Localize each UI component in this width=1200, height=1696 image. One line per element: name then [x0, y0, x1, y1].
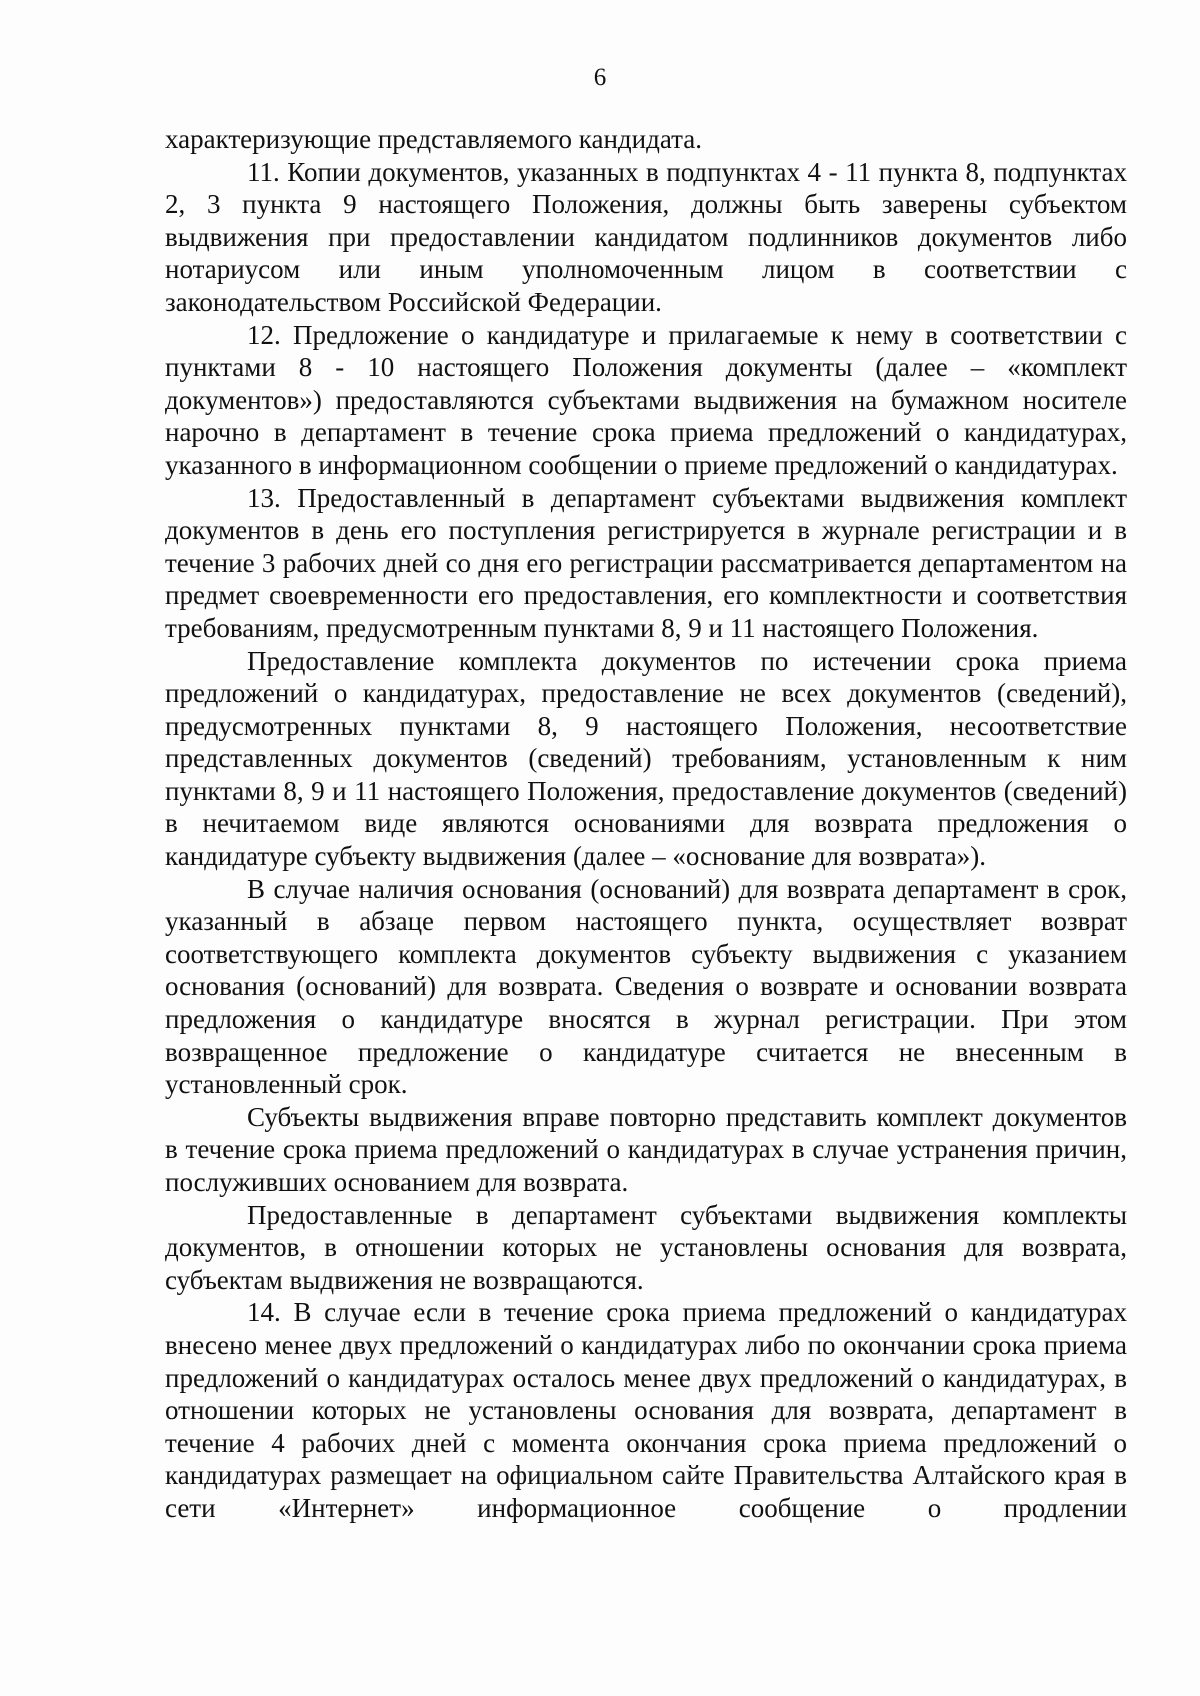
paragraph-item-12: 12. Предложение о кандидатуре и прилагаемые к нему в соответствии с пунктами 8 - 10 настоящего Положения документы (далее – «комплект документов») предоставляются субъектами выдвижения на бумажном носителе нарочно в департамент в течение срока приема предложений о кандидатурах, указанного в информационном сообщении о приеме предложений о кандидатурах. — [165, 319, 1127, 480]
paragraph-return-procedure: В случае наличия основания (оснований) для возврата департамент в срок, указанный в абзаце первом настоящего пункта, осуществляет возврат соответствующего комплекта документов субъекту выдвижения с указанием основания (оснований) для возврата. Сведения о возврате и основании возврата предложения о кандидатуре вносятся в журнал регистрации. При этом возвращенное предложение о кандидатуре считается не внесенным в установленный срок. — [165, 873, 1127, 1100]
page-number: 6 — [593, 64, 607, 91]
paragraph-item-11: 11. Копии документов, указанных в подпунктах 4 - 11 пункта 8, подпунктах 2, 3 пункта 9 настоящего Положения, должны быть заверены субъектом выдвижения при предоставлении кандидатом подлинников документов либо нотариусом или иным уполномоченным лицом в соответствии с законодательством Российской Федерации. — [165, 156, 1127, 317]
paragraph-item-14: 14. В случае если в течение срока приема предложений о кандидатурах внесено менее двух предложений о кандидатурах либо по окончании срока приема предложений о кандидатурах осталось менее двух предложений о кандидатурах, в отношении которых не установлены основания для возврата, департамент в течение 4 рабочих дней с момента окончания срока приема предложений о кандидатурах размещает на официальном сайте Правительства Алтайского края в сети «Интернет» информационное сообщение о продлении — [165, 1297, 1127, 1523]
paragraph-item-13: 13. Предоставленный в департамент субъектами выдвижения комплект документов в день его поступления регистрируется в журнале регистрации и в течение 3 рабочих дней со дня его регистрации рассматривается департаментом на предмет своевременности его предоставления, его комплектности и соответствия требованиям, предусмотренным пунктами 8, 9 и 11 настоящего Положения. — [165, 482, 1127, 643]
paragraph-return-grounds: Предоставление комплекта документов по истечении срока приема предложений о кандидатурах, предоставление не всех документов (сведений), предусмотренных пунктами 8, 9 настоящего Положения, несоответствие представленных документов (сведений) требованиям, установленным к ним пунктами 8, 9 и 11 настоящего Положения, предоставление документов (сведений) в нечитаемом виде являются основаниями для возврата предложения о кандидатуре субъекту выдвижения (далее – «основание для возврата»). — [165, 645, 1127, 872]
paragraph-resubmission: Субъекты выдвижения вправе повторно представить комплект документов в течение срока приема предложений о кандидатурах в случае устранения причин, послуживших основанием для возврата. — [165, 1101, 1127, 1197]
paragraph-continuation: характеризующие представляемого кандидата. — [165, 124, 702, 154]
paragraph-not-returned: Предоставленные в департамент субъектами выдвижения комплекты документов, в отношении которых не установлены основания для возврата, субъектам выдвижения не возвращаются. — [165, 1199, 1127, 1295]
document-body — [165, 123, 1127, 1525]
